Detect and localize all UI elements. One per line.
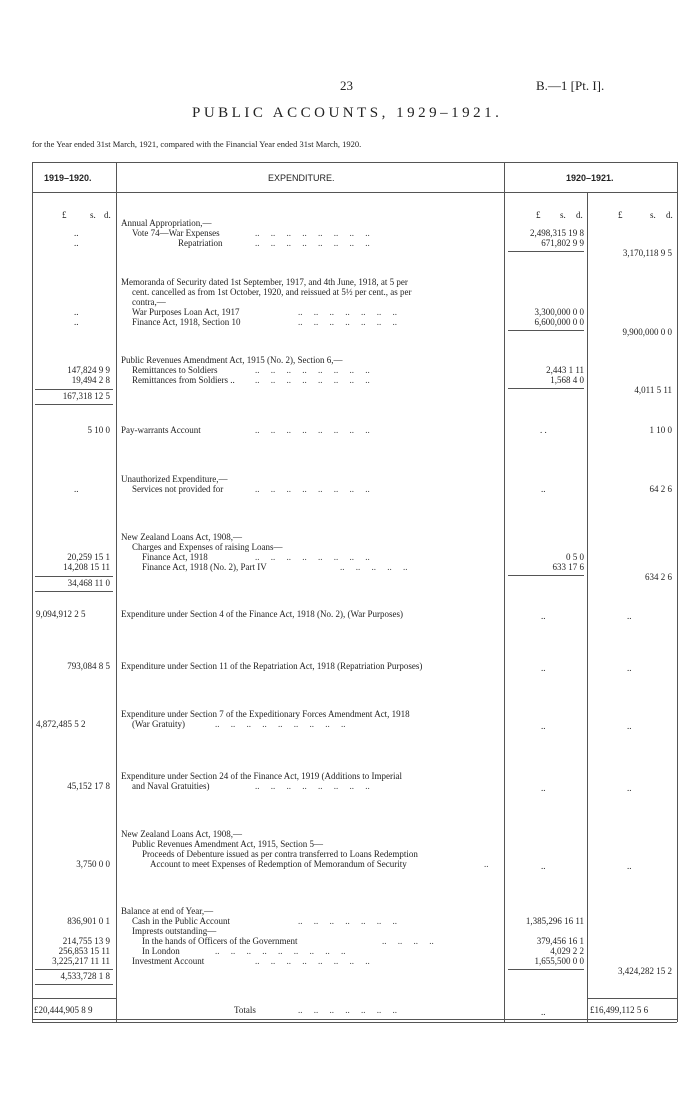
unit-r2-pence: d.	[666, 210, 673, 220]
left-amount: 14,208 15 11	[63, 562, 110, 572]
row-label: Repatriation	[178, 238, 223, 248]
section-heading: New Zealand Loans Act, 1908,—	[121, 532, 242, 542]
r2-amount: ..	[627, 783, 632, 793]
left-amount: 19,494 2 8	[71, 375, 110, 385]
row-label: Memoranda of Security dated 1st September, 1917, and 4th June, 1918, at 5 per	[121, 277, 408, 287]
row-label: Proceeds of Debenture issued as per contra transferred to Loans Redemption	[142, 849, 418, 859]
r2-amount: 3,424,282 15 2	[618, 966, 672, 976]
row-label: Investment Account	[132, 956, 205, 966]
r1-amount: ..	[541, 861, 546, 871]
r2-total: £16,499,112 5 6	[590, 1005, 649, 1015]
leader-dots: .. .. .. .. .. .. .. ..	[255, 238, 370, 248]
left-amount: 3,225,217 11 11	[52, 956, 110, 966]
leader-dots: .. .. .. .. .. .. ..	[298, 307, 397, 317]
row-label: Finance Act, 1918 (No. 2), Part IV	[142, 562, 267, 572]
row-label: In London	[142, 946, 180, 956]
left-total: 167,318 12 5	[62, 391, 110, 401]
left-amount: ..	[74, 228, 79, 238]
r1-amount: 4,029 2 2	[550, 946, 584, 956]
r1-amount: 633 17 6	[552, 562, 584, 572]
row-label: Expenditure under Section 11 of the Repatriation Act, 1918 (Repatriation Purposes)	[121, 661, 423, 671]
column-header-expenditure: EXPENDITURE.	[268, 173, 335, 183]
row-label: Remittances to Soldiers	[132, 365, 218, 375]
r1-amount: 1,655,500 0 0	[534, 956, 584, 966]
row-label: Expenditure under Section 7 of the Expeditionary Forces Amendment Act, 1918	[121, 709, 410, 719]
r1-amount: 2,443 1 11	[546, 365, 584, 375]
left-amount: 793,084 8 5	[67, 661, 110, 671]
row-label: Expenditure under Section 24 of the Finance Act, 1919 (Additions to Imperial	[121, 771, 402, 781]
row-label: cent. cancelled as from 1st October, 1920, and reissued at 5½ per cent., as per	[132, 287, 412, 297]
r1-amount: 0 5 0	[566, 552, 584, 562]
r1-amount: ..	[541, 484, 546, 494]
leader-dots: .. .. .. ..	[382, 936, 434, 946]
row-label: Vote 74—War Expenses	[132, 228, 220, 238]
r2-amount: 9,900,000 0 0	[622, 327, 672, 337]
page-subtitle: for the Year ended 31st March, 1921, compared with the Financial Year ended 31st March, 1920.	[32, 139, 362, 149]
leader-dots: .. .. .. .. .. .. .. ..	[255, 956, 370, 966]
leader-dots: .. .. .. .. .. .. .. .. ..	[215, 946, 346, 956]
r2-amount: ..	[627, 611, 632, 621]
left-amount: 45,152 17 8	[67, 781, 110, 791]
left-amount: ..	[74, 238, 79, 248]
r1-amount: ..	[541, 783, 546, 793]
unit-r1-shillings: s.	[560, 210, 566, 220]
leader-dots: .. .. .. .. .. .. ..	[298, 1005, 397, 1015]
row-label: War Purposes Loan Act, 1917	[132, 307, 240, 317]
section-heading: Public Revenues Amendment Act, 1915 (No. 2), Section 6,—	[121, 355, 343, 365]
leader-dots: .. .. .. .. .. .. ..	[298, 317, 397, 327]
left-amount: 4,872,485 5 2	[36, 719, 86, 729]
left-amount: 214,755 13 9	[62, 936, 110, 946]
left-amount: 836,901 0 1	[67, 916, 110, 926]
row-label: Services not provided for	[132, 484, 224, 494]
leader-dots: .. .. .. .. .. .. .. .. ..	[215, 719, 346, 729]
left-amount: 9,094,912 2 5	[36, 609, 86, 619]
left-amount: ..	[74, 317, 79, 327]
leader-dots: .. .. .. .. .. .. .. ..	[255, 552, 370, 562]
leader-dots: .. .. .. .. .. .. .. ..	[255, 228, 370, 238]
unit-r1-pounds: £	[536, 210, 541, 220]
leader-dots: .. .. .. .. .. .. .. ..	[255, 365, 370, 375]
row-label: Cash in the Public Account	[132, 916, 230, 926]
section-heading: Unauthorized Expenditure,—	[121, 474, 228, 484]
column-header-1919-1920: 1919–1920.	[44, 173, 92, 183]
left-total: 34,468 11 0	[67, 578, 110, 588]
leader-dots: .. .. .. .. .. .. ..	[298, 916, 397, 926]
left-total: £20,444,905 8 9	[34, 1005, 93, 1015]
leader-dots: ..	[484, 859, 489, 869]
unit-left-pounds: £	[62, 210, 67, 220]
left-amount: 256,853 15 11	[58, 946, 110, 956]
row-label: New Zealand Loans Act, 1908,—	[121, 829, 242, 839]
page-title: PUBLIC ACCOUNTS, 1929–1921.	[192, 105, 503, 121]
r1-amount: 2,498,315 19 8	[530, 228, 584, 238]
r1-amount: 6,600,000 0 0	[534, 317, 584, 327]
leader-dots: .. .. .. .. .. .. .. ..	[255, 375, 370, 385]
row-label: (War Gratuity)	[132, 719, 186, 729]
row-label: Pay-warrants Account	[121, 425, 201, 435]
left-amount: 20,259 15 1	[67, 552, 110, 562]
row-label: contra,—	[132, 297, 166, 307]
unit-r2-shillings: s.	[650, 210, 656, 220]
left-amount: 3,750 0 0	[76, 859, 110, 869]
row-label: Account to meet Expenses of Redemption of Memorandum of Security	[150, 859, 407, 869]
column-header-1920-1921: 1920–1921.	[566, 173, 614, 183]
section-heading: Annual Appropriation,—	[121, 218, 212, 228]
left-total: 4,533,728 1 8	[60, 971, 110, 981]
leader-dots: .. .. .. .. .. .. .. ..	[255, 781, 370, 791]
r1-amount: 3,300,000 0 0	[534, 307, 584, 317]
r2-amount: 3,170,118 9 5	[622, 248, 672, 258]
unit-left-pence: d.	[104, 210, 111, 220]
r2-amount: 64 2 6	[649, 484, 672, 494]
leader-dots: .. .. .. .. ..	[340, 562, 408, 572]
section-heading: Balance at end of Year,—	[121, 906, 214, 916]
r2-amount: ..	[627, 861, 632, 871]
r1-amount: 1,568 4 0	[550, 375, 584, 385]
row-label: Finance Act, 1918, Section 10	[132, 317, 241, 327]
unit-r1-pence: d.	[576, 210, 583, 220]
row-label: Remittances from Soldiers ..	[132, 375, 235, 385]
r1-amount: ..	[541, 611, 546, 621]
row-label: Finance Act, 1918	[142, 552, 208, 562]
r1-amount: ..	[541, 1007, 546, 1017]
row-label: Public Revenues Amendment Act, 1915, Section 5—	[132, 839, 323, 849]
leader-dots: .. .. .. .. .. .. .. ..	[255, 425, 370, 435]
row-label: Expenditure under Section 4 of the Finance Act, 1918 (No. 2), (War Purposes)	[121, 609, 403, 619]
r1-amount: . .	[540, 425, 547, 435]
unit-r2-pounds: £	[618, 210, 623, 220]
leader-dots: .. .. .. .. .. .. .. ..	[255, 484, 370, 494]
r1-amount: 671,802 9 9	[541, 238, 584, 248]
r1-amount: ..	[541, 663, 546, 673]
totals-label: Totals	[234, 1005, 256, 1015]
row-label: Charges and Expenses of raising Loans—	[132, 542, 283, 552]
page-reference: B.—1 [Pt. I].	[536, 78, 605, 93]
r2-amount: 1 10 0	[649, 425, 672, 435]
left-amount: ..	[74, 484, 79, 494]
row-label: Imprests outstanding—	[132, 926, 217, 936]
left-amount: 5 10 0	[87, 425, 110, 435]
r2-amount: ..	[627, 663, 632, 673]
unit-left-shillings: s.	[90, 210, 96, 220]
page-number: 23	[340, 78, 353, 93]
left-amount: 147,824 9 9	[67, 365, 110, 375]
r2-amount: 634 2 6	[645, 572, 672, 582]
r1-amount: 379,456 16 1	[536, 936, 584, 946]
r2-amount: 4,011 5 11	[634, 385, 672, 395]
r1-amount: ..	[541, 721, 546, 731]
row-label: and Naval Gratuities)	[132, 781, 210, 791]
r1-amount: 1,385,296 16 11	[525, 916, 584, 926]
row-label: In the hands of Officers of the Government	[142, 936, 298, 946]
left-amount: ..	[74, 307, 79, 317]
r2-amount: ..	[627, 721, 632, 731]
